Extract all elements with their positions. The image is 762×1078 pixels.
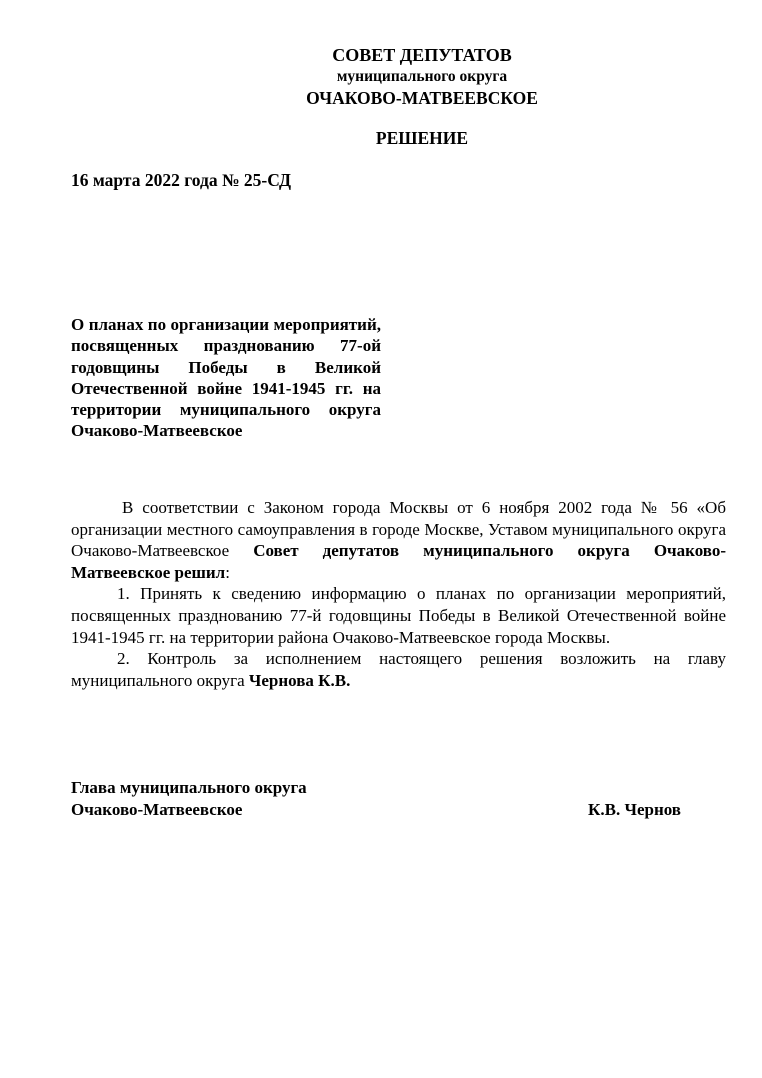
- preamble-resolution: Совет депутатов муниципального округа Очаково-Матвеевское решил: [71, 541, 726, 582]
- item-text: 1. Принять к сведению информацию о планах по организации мероприятий, посвященных празднованию 77-й годовщины Победы в Великой Отечественной войне 1941-1945 гг. на территории района Очаково-Матвеевское города Москвы.: [71, 584, 726, 647]
- decision-body: [71, 497, 726, 691]
- signature-block: [71, 777, 681, 821]
- item-text: 2. Контроль за исполнением настоящего решения возложить на главу муниципального округа: [71, 649, 726, 690]
- preamble-paragraph: [71, 497, 726, 583]
- preamble-tail: :: [225, 562, 230, 582]
- document-type: РЕШЕНИЕ: [375, 128, 469, 148]
- council-name: СОВЕТ ДЕПУТАТОВ: [332, 45, 512, 65]
- signatory-position-line1: Глава муниципального округа: [71, 778, 307, 797]
- signature-row: [71, 799, 681, 821]
- district-name: ОЧАКОВО-МАТВЕЕВСКОЕ: [306, 88, 538, 108]
- decision-item-1: [71, 583, 726, 648]
- document-header: [70, 44, 762, 109]
- date-and-number: 16 марта 2022 года № 25-СД: [71, 170, 292, 190]
- decision-subject: О планах по организации мероприятий, посвященных празднованию 77-ой годовщины Победы в Великой Отечественной войне 1941-1945 гг. на территории муниципального округа Очаково-Матвеевское: [71, 315, 381, 441]
- preamble-text: В соответствии с Законом города Москвы от 6 ноября 2002 года № 56 «Об организации местного самоуправления в городе Москве, Уставом муниципального округа Очаково-Матвеевское: [71, 498, 726, 561]
- item-responsible: Чернова К.В.: [248, 670, 351, 690]
- signatory-name: К.В. Чернов: [588, 800, 681, 819]
- council-subtitle: муниципального округа: [336, 68, 508, 85]
- decision-item-2: [71, 648, 726, 691]
- signatory-position-line2: Очаково-Матвеевское: [71, 800, 243, 819]
